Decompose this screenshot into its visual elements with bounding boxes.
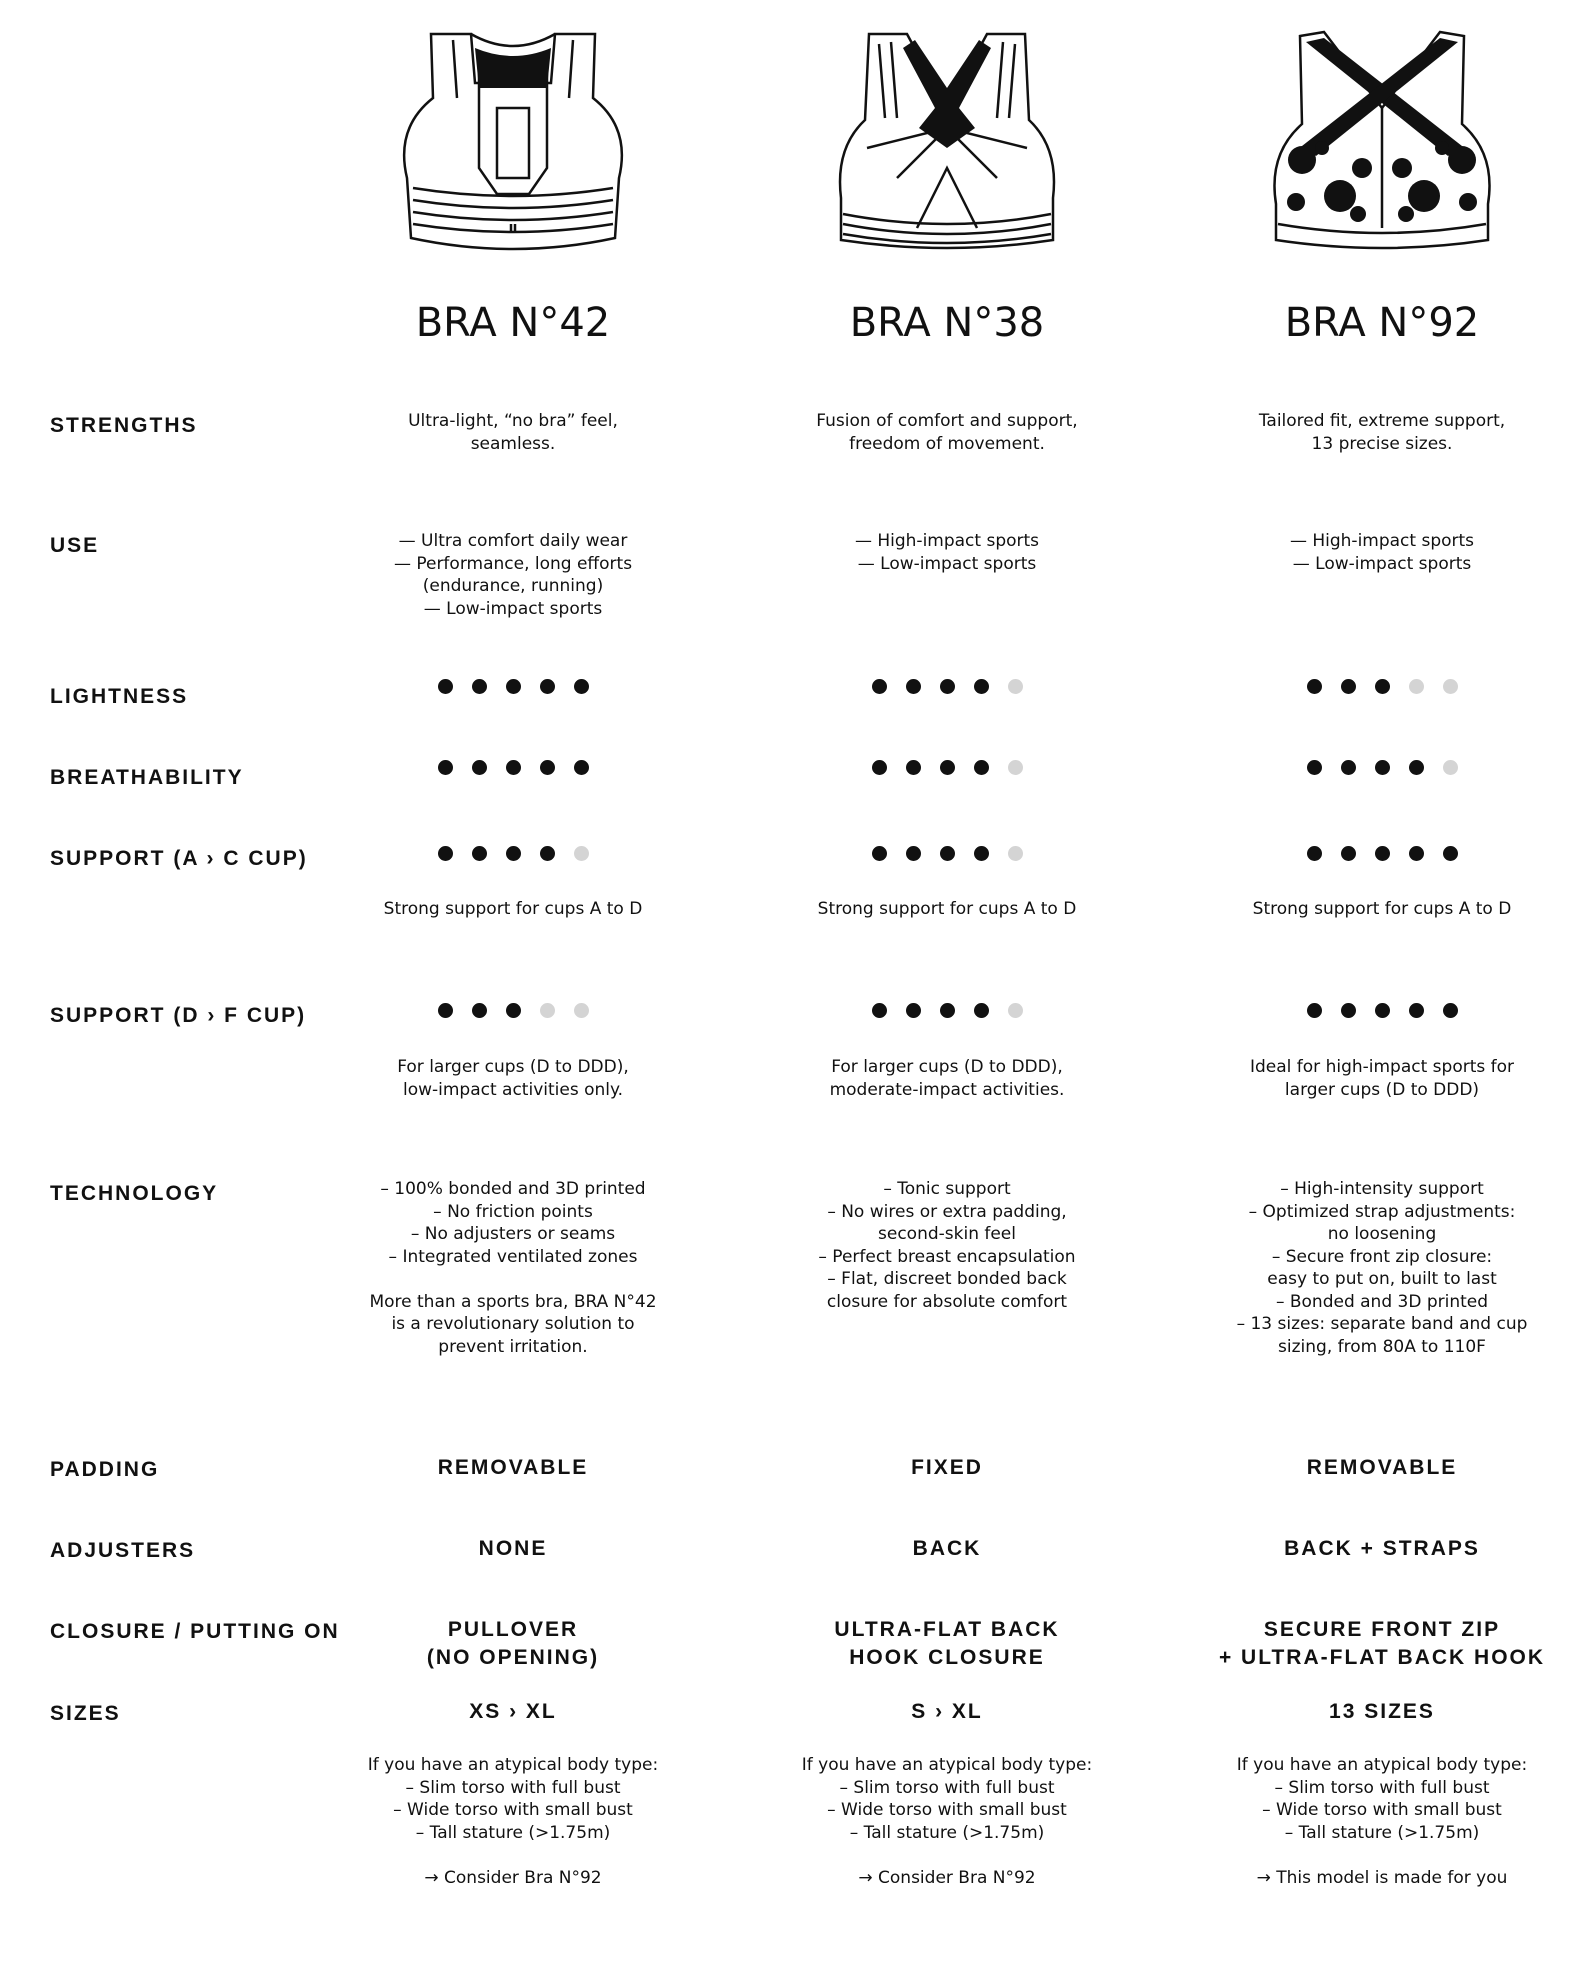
sizes-note-92 <box>1202 1754 1562 1889</box>
rating-dot-filled <box>940 846 955 861</box>
rating-dot-filled <box>540 846 555 861</box>
text-line: Strong support for cups A to D <box>817 899 1077 919</box>
technology-cell-92 <box>1202 1178 1562 1358</box>
rating-dot-filled <box>1307 679 1322 694</box>
crossed-strap-bra-illustration-icon <box>827 28 1067 268</box>
text-line: – Optimized strap adjustments: <box>1248 1201 1516 1222</box>
rating-dot-filled <box>906 846 921 861</box>
closure-value-92: SECURE FRONT ZIP + ULTRA-FLAT BACK HOOK <box>1218 1618 1546 1669</box>
label-use: USE <box>50 534 100 557</box>
text-line: – Slim torso with full bust <box>839 1777 1055 1798</box>
label-adjusters: ADJUSTERS <box>50 1539 196 1562</box>
text-line: — Low-impact sports <box>423 598 603 619</box>
label-support-df: SUPPORT (D › F CUP) <box>50 1004 307 1027</box>
text-line: – Wide torso with small bust <box>1262 1800 1502 1820</box>
text-line: Strong support for cups A to D <box>1252 899 1512 919</box>
rating-dot-filled <box>438 846 453 861</box>
rating-dot-filled <box>438 679 453 694</box>
rating-dot-filled <box>940 679 955 694</box>
text-line: 13 precise sizes. <box>1311 433 1453 454</box>
text-line: More than a sports bra, BRA N°42 <box>369 1291 657 1312</box>
rating-dot-filled <box>472 760 487 775</box>
rating-dot-filled <box>872 1003 887 1018</box>
technology-cell-42 <box>333 1178 693 1358</box>
rating-dot-empty <box>1443 679 1458 694</box>
use-cell-38 <box>767 530 1127 575</box>
rating-dot-empty <box>1008 679 1023 694</box>
text-line: – Tall stature (>1.75m) <box>1284 1822 1480 1843</box>
rating-dot-empty <box>1008 846 1023 861</box>
rating-dot-filled <box>472 679 487 694</box>
closure-value-38: ULTRA-FLAT BACK HOOK CLOSURE <box>834 1618 1060 1669</box>
model-name-92: BRA N°92 <box>1284 300 1480 346</box>
rating-breathability-42 <box>333 760 693 776</box>
rating-dot-filled <box>1341 760 1356 775</box>
sizes-note-42 <box>333 1754 693 1889</box>
text-line: – Wide torso with small bust <box>393 1800 633 1820</box>
rating-dot-filled <box>1443 846 1458 861</box>
rating-support-df-42 <box>333 1003 693 1019</box>
rating-dot-filled <box>1307 1003 1322 1018</box>
bra-42-illustration <box>393 28 633 268</box>
rating-dot-filled <box>574 679 589 694</box>
rating-dot-filled <box>540 760 555 775</box>
text-line: larger cups (D to DDD) <box>1284 1079 1480 1100</box>
padding-value-42: REMOVABLE <box>437 1456 589 1479</box>
text-line: If you have an atypical body type: <box>801 1755 1093 1775</box>
text-line: Strong support for cups A to D <box>383 899 643 919</box>
sizes-value-42: XS › XL <box>469 1700 557 1723</box>
adjusters-value-38: BACK <box>912 1537 982 1560</box>
text-line: – Slim torso with full bust <box>405 1777 621 1798</box>
adjusters-value-42: NONE <box>478 1537 548 1560</box>
rating-support-ac-92 <box>1202 846 1562 862</box>
text-line: moderate-impact activities. <box>829 1079 1065 1100</box>
text-line: (endurance, running) <box>422 576 604 596</box>
text-line: – Slim torso with full bust <box>1274 1777 1490 1798</box>
rating-dot-filled <box>1307 846 1322 861</box>
label-closure: CLOSURE / PUTTING ON <box>50 1620 340 1643</box>
text-line: – 13 sizes: separate band and cup <box>1236 1314 1528 1334</box>
use-cell-92 <box>1202 530 1562 575</box>
padding-value-38: FIXED <box>911 1456 983 1479</box>
text-line: is a revolutionary solution to <box>391 1314 635 1334</box>
label-technology: TECHNOLOGY <box>50 1182 219 1205</box>
rating-breathability-38 <box>767 760 1127 776</box>
adjusters-value-92: BACK + STRAPS <box>1284 1537 1480 1560</box>
support-ac-note-42 <box>333 898 693 921</box>
rating-dot-filled <box>472 1003 487 1018</box>
rating-dot-filled <box>1341 846 1356 861</box>
padding-value-92: REMOVABLE <box>1306 1456 1458 1479</box>
rating-dot-filled <box>1375 846 1390 861</box>
text-line: – Tonic support <box>883 1179 1011 1199</box>
strengths-cell-38 <box>767 410 1127 455</box>
text-line: — Low-impact sports <box>857 553 1037 574</box>
text-line: – Flat, discreet bonded back <box>827 1269 1067 1289</box>
rating-dot-filled <box>940 1003 955 1018</box>
rating-dot-filled <box>974 846 989 861</box>
support-ac-note-38 <box>767 898 1127 921</box>
label-support-ac: SUPPORT (A › C CUP) <box>50 847 308 870</box>
floral-front-zip-bra-illustration-icon <box>1262 28 1502 268</box>
support-df-note-42 <box>333 1056 693 1101</box>
rating-support-ac-42 <box>333 846 693 862</box>
model-name-42: BRA N°42 <box>415 300 611 346</box>
rating-dot-filled <box>974 1003 989 1018</box>
label-strengths: STRENGTHS <box>50 414 198 437</box>
text-line: – No friction points <box>433 1201 593 1222</box>
rating-dot-filled <box>1341 679 1356 694</box>
rating-dot-filled <box>438 760 453 775</box>
text-line: For larger cups (D to DDD), <box>831 1057 1063 1077</box>
text-line: second-skin feel <box>878 1224 1016 1244</box>
text-line: – No adjusters or seams <box>410 1224 616 1244</box>
rating-dot-filled <box>1409 1003 1424 1018</box>
text-line: If you have an atypical body type: <box>1236 1755 1528 1775</box>
rating-dot-filled <box>1307 760 1322 775</box>
rating-dot-filled <box>906 679 921 694</box>
text-line: prevent irritation. <box>438 1336 588 1357</box>
text-line: – 100% bonded and 3D printed <box>380 1179 646 1199</box>
rating-dot-empty <box>1409 679 1424 694</box>
text-line: freedom of movement. <box>849 433 1045 454</box>
text-line: – No wires or extra padding, <box>827 1201 1067 1222</box>
text-line: closure for absolute comfort <box>826 1291 1068 1312</box>
rating-lightness-42 <box>333 679 693 695</box>
rating-support-df-92 <box>1202 1003 1562 1019</box>
text-line: — Ultra comfort daily wear <box>398 531 628 551</box>
text-line: – Perfect breast encapsulation <box>818 1246 1076 1267</box>
strengths-cell-42 <box>333 410 693 455</box>
text-line: – Bonded and 3D printed <box>1275 1291 1489 1312</box>
closure-value-42: PULLOVER (NO OPENING) <box>426 1618 600 1669</box>
sizes-advice: → Consider Bra N°92 <box>858 1867 1036 1888</box>
rating-dot-filled <box>1375 760 1390 775</box>
rating-dot-empty <box>1008 760 1023 775</box>
rating-dot-filled <box>1375 1003 1390 1018</box>
rating-dot-filled <box>506 1003 521 1018</box>
support-df-note-38 <box>767 1056 1127 1101</box>
text-line: Tailored fit, extreme support, <box>1258 411 1506 431</box>
rating-lightness-38 <box>767 679 1127 695</box>
sizes-advice: → This model is made for you <box>1256 1867 1508 1888</box>
text-line: — Low-impact sports <box>1292 553 1472 574</box>
text-line: Ideal for high-impact sports for <box>1249 1057 1515 1077</box>
text-line: — Performance, long efforts <box>393 553 633 574</box>
text-line: easy to put on, built to last <box>1267 1269 1497 1289</box>
sizes-advice: → Consider Bra N°92 <box>424 1867 602 1888</box>
rating-support-df-38 <box>767 1003 1127 1019</box>
rating-dot-empty <box>1008 1003 1023 1018</box>
rating-dot-filled <box>872 846 887 861</box>
use-cell-42 <box>333 530 693 620</box>
technology-cell-38 <box>767 1178 1127 1313</box>
rating-dot-filled <box>1409 846 1424 861</box>
text-line: – Tall stature (>1.75m) <box>415 1822 611 1843</box>
rating-dot-filled <box>574 760 589 775</box>
rating-dot-filled <box>906 1003 921 1018</box>
bra-38-illustration <box>827 28 1067 268</box>
rating-dot-filled <box>506 846 521 861</box>
text-line: seamless. <box>470 433 556 454</box>
rating-lightness-92 <box>1202 679 1562 695</box>
text-line: – Integrated ventilated zones <box>388 1246 638 1267</box>
rating-dot-empty <box>574 846 589 861</box>
text-line: low-impact activities only. <box>402 1079 624 1100</box>
text-line: — High-impact sports <box>1289 531 1475 551</box>
text-line: Ultra-light, “no bra” feel, <box>408 411 618 431</box>
rating-dot-empty <box>1443 760 1458 775</box>
bra-92-illustration <box>1262 28 1502 268</box>
label-sizes: SIZES <box>50 1702 121 1725</box>
rating-dot-filled <box>974 679 989 694</box>
text-line: – Secure front zip closure: <box>1271 1246 1493 1267</box>
text-line: — High-impact sports <box>854 531 1040 551</box>
model-name-38: BRA N°38 <box>849 300 1045 346</box>
text-line: sizing, from 80A to 110F <box>1278 1336 1486 1357</box>
text-line: – Wide torso with small bust <box>827 1800 1067 1820</box>
sizes-note-38 <box>767 1754 1127 1889</box>
rating-dot-filled <box>940 760 955 775</box>
rating-dot-filled <box>872 760 887 775</box>
rating-dot-filled <box>472 846 487 861</box>
rating-dot-empty <box>574 1003 589 1018</box>
rating-dot-filled <box>506 679 521 694</box>
support-df-note-92 <box>1202 1056 1562 1101</box>
rating-breathability-92 <box>1202 760 1562 776</box>
rating-dot-filled <box>438 1003 453 1018</box>
text-line: – Tall stature (>1.75m) <box>849 1822 1045 1843</box>
rating-dot-filled <box>906 760 921 775</box>
rating-dot-filled <box>974 760 989 775</box>
rating-dot-empty <box>540 1003 555 1018</box>
text-line: no loosening <box>1327 1224 1437 1244</box>
strengths-cell-92 <box>1202 410 1562 455</box>
text-line: Fusion of comfort and support, <box>816 411 1078 431</box>
sizes-value-92: 13 SIZES <box>1329 1700 1435 1723</box>
rating-dot-filled <box>1409 760 1424 775</box>
rating-dot-filled <box>506 760 521 775</box>
sizes-value-38: S › XL <box>911 1700 983 1723</box>
rating-dot-filled <box>1341 1003 1356 1018</box>
text-line: For larger cups (D to DDD), <box>397 1057 629 1077</box>
rating-dot-filled <box>1443 1003 1458 1018</box>
rating-support-ac-38 <box>767 846 1127 862</box>
rating-dot-filled <box>1375 679 1390 694</box>
label-lightness: LIGHTNESS <box>50 685 189 708</box>
label-padding: PADDING <box>50 1458 160 1481</box>
rating-dot-filled <box>540 679 555 694</box>
rating-dot-filled <box>872 679 887 694</box>
support-ac-note-92 <box>1202 898 1562 921</box>
text-line: – High-intensity support <box>1280 1179 1484 1199</box>
label-breathability: BREATHABILITY <box>50 766 244 789</box>
text-line: If you have an atypical body type: <box>367 1755 659 1775</box>
zip-front-bra-illustration-icon <box>393 28 633 268</box>
